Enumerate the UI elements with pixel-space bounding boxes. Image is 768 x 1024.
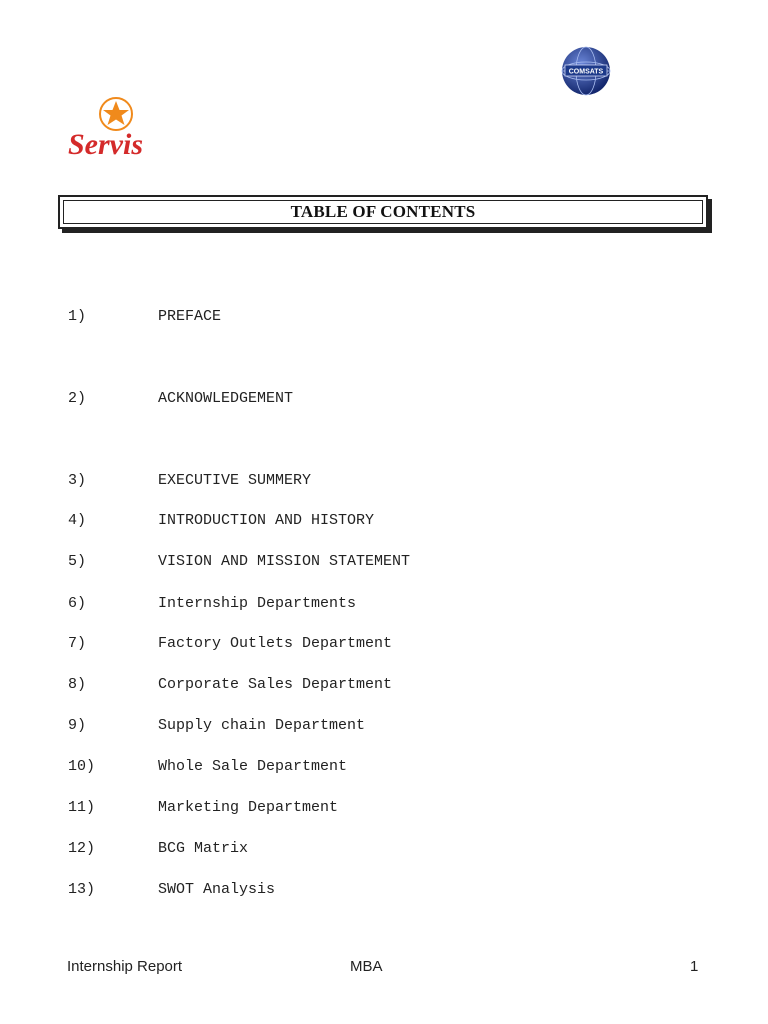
footer-degree: MBA: [350, 958, 383, 975]
toc-entry-label: Whole Sale Department: [158, 758, 348, 775]
star-icon: [103, 101, 129, 125]
toc-entry-number: 6): [68, 595, 87, 612]
toc-entry-number: 7): [68, 635, 87, 652]
toc-entry-label: PREFACE: [158, 308, 222, 325]
toc-entry-number: 5): [68, 553, 87, 570]
servis-logo-text: Servis: [68, 128, 143, 160]
toc-entry-number: 12): [68, 840, 96, 857]
toc-entry-number: 2): [68, 390, 87, 407]
toc-title: TABLE OF CONTENTS: [290, 202, 476, 221]
servis-logo: [66, 96, 160, 160]
toc-entry-internship-departments[interactable]: [68, 595, 356, 613]
toc-entry-bcg-matrix[interactable]: [68, 840, 248, 858]
toc-entry-executive-summery[interactable]: [68, 472, 311, 490]
toc-entry-label: INTRODUCTION AND HISTORY: [158, 512, 375, 529]
comsats-logo-text: COMSATS: [568, 68, 604, 76]
toc-entry-label: SWOT Analysis: [158, 881, 276, 898]
toc-entry-vision-mission[interactable]: [68, 553, 410, 571]
toc-entry-swot-analysis[interactable]: [68, 881, 275, 899]
toc-entry-label: Corporate Sales Department: [158, 676, 393, 693]
globe-icon: [561, 46, 611, 96]
toc-entry-introduction[interactable]: [68, 512, 374, 530]
toc-entry-factory-outlets[interactable]: [68, 635, 392, 653]
toc-entry-number: 9): [68, 717, 87, 734]
toc-entry-label: Supply chain Department: [158, 717, 366, 734]
toc-entry-label: EXECUTIVE SUMMERY: [158, 472, 312, 489]
toc-entry-acknowledgement[interactable]: [68, 390, 293, 408]
servis-logo-graphic: [66, 96, 160, 160]
toc-entry-number: 4): [68, 512, 87, 529]
toc-entry-label: Marketing Department: [158, 799, 339, 816]
toc-entry-marketing[interactable]: [68, 799, 338, 817]
toc-entry-number: 11): [68, 799, 96, 816]
toc-title-box-inner: [63, 200, 703, 224]
toc-entry-label: ACKNOWLEDGEMENT: [158, 390, 294, 407]
toc-entry-label: VISION AND MISSION STATEMENT: [158, 553, 411, 570]
toc-entry-supply-chain[interactable]: [68, 717, 365, 735]
toc-entry-number: 1): [68, 308, 87, 325]
toc-entry-number: 3): [68, 472, 87, 489]
toc-title-box: [58, 195, 708, 229]
toc-entry-number: 8): [68, 676, 87, 693]
toc-entry-number: 13): [68, 881, 96, 898]
toc-entry-label: Internship Departments: [158, 595, 357, 612]
comsats-logo: [561, 46, 611, 96]
toc-entry-label: Factory Outlets Department: [158, 635, 393, 652]
toc-entry-label: BCG Matrix: [158, 840, 249, 857]
toc-entry-whole-sale[interactable]: [68, 758, 347, 776]
toc-entry-corporate-sales[interactable]: [68, 676, 392, 694]
footer-report-title: Internship Report: [67, 958, 183, 975]
footer-page-number: 1: [690, 958, 699, 975]
toc-entry-preface[interactable]: [68, 308, 221, 326]
toc-entry-number: 10): [68, 758, 96, 775]
